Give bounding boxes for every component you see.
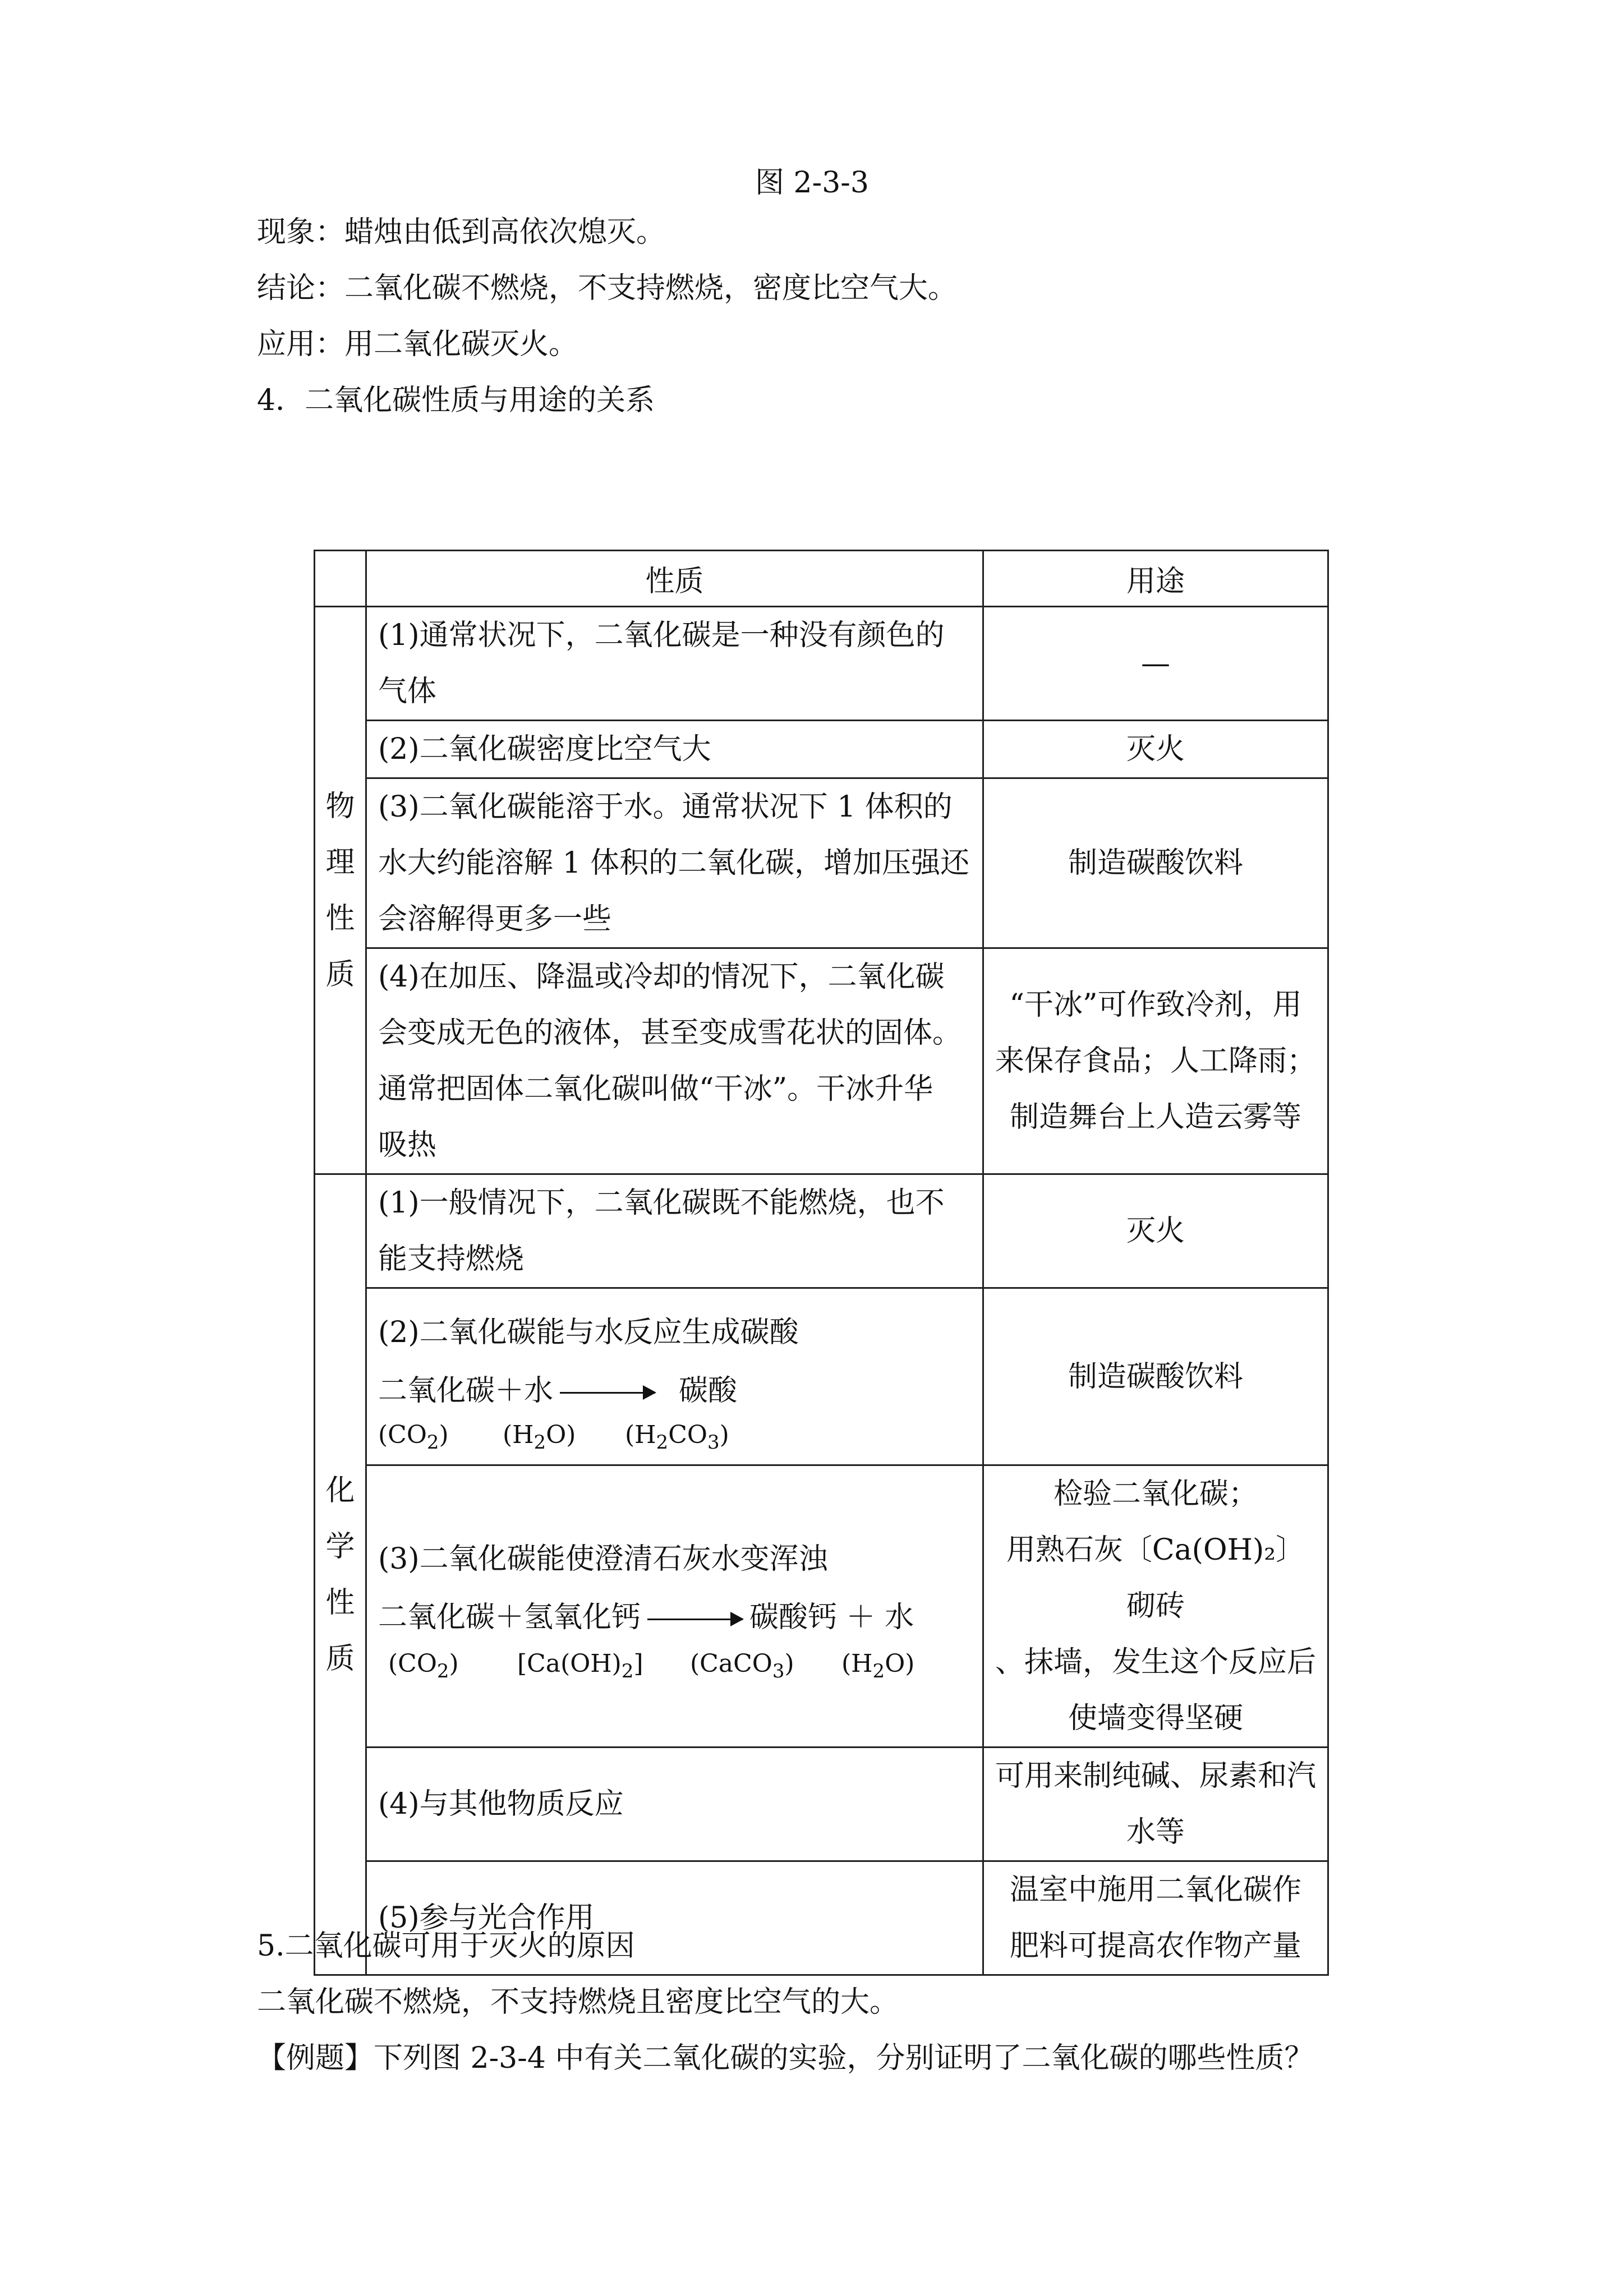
section-heading-5: 5.二氧化碳可用于灭火的原因: [257, 1929, 635, 1963]
use-cell: 灭火: [983, 721, 1328, 778]
property-cell: (5)参与光合作用: [366, 1861, 983, 1975]
property-cell: (1)通常状况下，二氧化碳是一种没有颜色的 气体: [366, 607, 983, 721]
example-question: 【例题】下列图 2-3-4 中有关二氧化碳的实验，分别证明了二氧化碳的哪些性质？: [257, 2041, 1314, 2075]
table-row: [315, 1465, 1328, 1748]
use-cell: 可用来制纯碱、尿素和汽 水等: [983, 1748, 1328, 1861]
reason-text: 二氧化碳不燃烧，不支持燃烧且密度比空气的大。: [257, 1985, 899, 2019]
table-row: [315, 1174, 1328, 1288]
use-cell: 制造碳酸饮料: [983, 1288, 1328, 1465]
physical-properties-label: 物 理 性 质: [315, 607, 366, 1174]
figure-caption: 图 2-3-3: [755, 166, 869, 200]
application-text: 应用：用二氧化碳灭火。: [257, 328, 578, 361]
reaction-arrow-icon: [647, 1619, 743, 1620]
property-cell: (4)在加压、降温或冷却的情况下，二氧化碳 会变成无色的液体，甚至变成雪花状的固体。 通常把固体二氧化碳叫做“干冰”。干冰升华 吸热: [366, 948, 983, 1174]
use-cell: “干冰”可作致冷剂，用 来保存食品；人工降雨； 制造舞台上人造云雾等: [983, 948, 1328, 1174]
use-cell: 制造碳酸饮料: [983, 778, 1328, 948]
header-use: 用途: [983, 551, 1328, 607]
table-row: [315, 1748, 1328, 1861]
use-cell: 灭火: [983, 1174, 1328, 1288]
use-cell: —: [983, 607, 1328, 721]
table-row: [315, 948, 1328, 1174]
property-cell: [366, 1465, 983, 1748]
property-cell: (4)与其他物质反应: [366, 1748, 983, 1861]
use-cell: 温室中施用二氧化碳作 肥料可提高农作物产量: [983, 1861, 1328, 1975]
property-cell: (3)二氧化碳能溶于水。通常状况下 1 体积的 水大约能溶解 1 体积的二氧化碳，增加压强还 会溶解得更多一些: [366, 778, 983, 948]
carbonic-acid-equation: (2)二氧化碳能与水反应生成碳酸 二氧化碳＋水 碳酸 $(CO_2)$ $(H_2O)$ $(H_2CO_3)$: [378, 1315, 799, 1454]
chemical-properties-label: 化 学 性 质: [315, 1174, 366, 1975]
table-row: [315, 778, 1328, 948]
limewater-equation: (3)二氧化碳能使澄清石灰水变浑浊 二氧化碳＋氢氧化钙 碳酸钙 ＋ 水 $(CO_2)$ $[Ca(OH)_2]$ (CaCO$_3$) $(H_2O)$: [378, 1542, 915, 1682]
section-heading-4: 4．二氧化碳性质与用途的关系: [257, 384, 655, 417]
property-cell: [366, 1288, 983, 1465]
table-row: [315, 607, 1328, 721]
properties-uses-table: [314, 550, 1329, 1976]
table-header-row: [315, 551, 1328, 607]
table-row: [315, 721, 1328, 778]
conclusion-text: 结论：二氧化碳不燃烧，不支持燃烧，密度比空气大。: [257, 271, 958, 305]
property-cell: (2)二氧化碳密度比空气大: [366, 721, 983, 778]
table-row: [315, 1288, 1328, 1465]
property-cell: (1)一般情况下，二氧化碳既不能燃烧，也不 能支持燃烧: [366, 1174, 983, 1288]
header-property: 性质: [366, 551, 983, 607]
phenomenon-text: 现象：蜡烛由低到高依次熄灭。: [257, 215, 666, 249]
reaction-arrow-icon: [560, 1392, 655, 1394]
use-cell: 检验二氧化碳； 用熟石灰〔Ca(OH)₂〕砌砖 、抹墙，发生这个反应后 使墙变得坚硬: [983, 1465, 1328, 1748]
header-blank-cell: [315, 551, 366, 607]
